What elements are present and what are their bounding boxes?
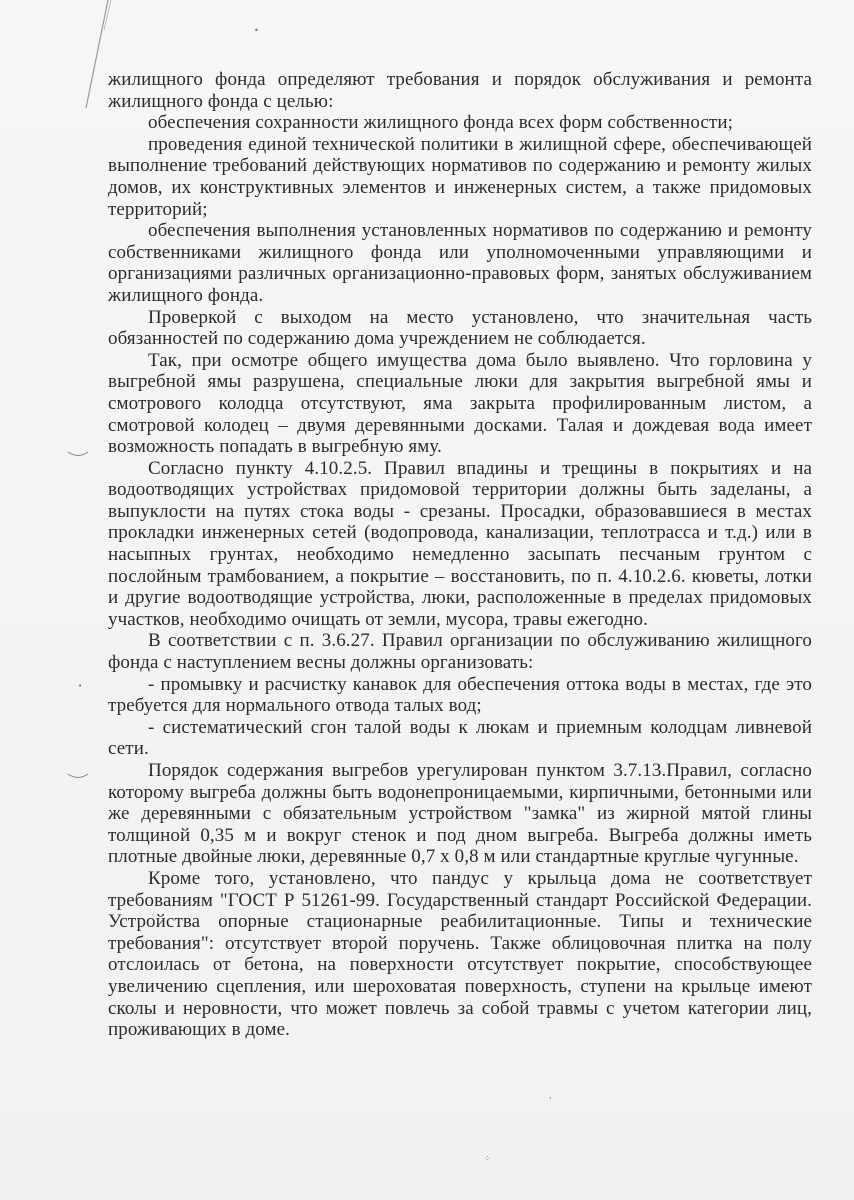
paragraph: обеспечения выполнения установленных нормативов по содержанию и ремонту собственниками жилищного фонда или уполномоченными управляющими и организациями различных организационно-правовых форм, занятых обслуживанием жилищного фонда.: [108, 220, 812, 306]
scan-speck: ʹ: [549, 1097, 552, 1107]
document-body: [108, 69, 812, 1041]
punch-hole-mark: [66, 771, 90, 781]
paragraph: - промывку и расчистку канавок для обеспечения оттока воды в местах, где это требуется для нормального отвода талых вод;: [108, 673, 812, 717]
scan-speck: ⁘: [484, 1154, 491, 1163]
paragraph: - систематический сгон талой воды к люкам и приемным колодцам ливневой сети.: [108, 716, 812, 760]
paragraph: проведения единой технической политики в жилищной сфере, обеспечивающей выполнение требований действующих нормативов по содержанию и ремонту жилых домов, их конструктивных элементов и инженерных систем, а также придомовых территорий;: [108, 133, 812, 220]
punch-hole-mark: [66, 449, 90, 459]
paragraph: Порядок содержания выгребов урегулирован пунктом 3.7.13.Правил, согласно которому выгреба должны быть водонепроницаемыми, кирпичными, бетонными или же деревянными с обязательным устройством "замка" из жирной мятой глины толщиной 0,35 м и вокруг стенок и под дном выгреба. Выгреба должны иметь плотные двойные люки, деревянные 0,7 х 0,8 м или стандартные круглые чугунные.: [108, 760, 812, 868]
scan-speck: •: [78, 682, 83, 690]
paragraph: Проверкой с выходом на место установлено, что значительная часть обязанностей по содержанию дома учреждением не соблюдается.: [108, 306, 812, 350]
paragraph: В соответствии с п. 3.6.27. Правил организации по обслуживанию жилищного фонда с наступлением весны должны организовать:: [108, 630, 812, 674]
paragraph: обеспечения сохранности жилищного фонда всех форм собственности;: [148, 112, 733, 134]
scan-speck: •: [254, 26, 259, 35]
paragraph: Кроме того, установлено, что пандус у крыльца дома не соответствует требованиям "ГОСТ Р 51261-99. Государственный стандарт Российской Федерации. Устройства опорные стационарные реабилитационные. Типы и технические требования": отсутствует второй поручень. Также облицовочная плитка на полу отслоилась от бетона, на поверхности отсутствует покрытие, способствующее увеличению сцепления, или шероховатая поверхность, ступени на крыльце имеют сколы и неровности, что может повлечь за собой травмы с учетом категории лиц, проживающих в доме.: [108, 867, 812, 1041]
paragraph: жилищного фонда определяют требования и порядок обслуживания и ремонта жилищного фонда с целью:: [108, 69, 812, 112]
paragraph: Согласно пункту 4.10.2.5. Правил впадины и трещины в покрытиях и на водоотводящих устройствах придомовой территории должны быть заделаны, а выпуклости на путях стока воды - срезаны. Просадки, образовавшиеся в местах прокладки инженерных сетей (водопровода, канализации, теплотрасса и т.д.) или в насыпных грунтах, необходимо немедленно засыпать песчаным грунтом с послойным трамбованием, а покрытие – восстановить, по п. 4.10.2.6. кюветы, лотки и другие водоотводящие устройства, люки, расположенные в пределах придомовых участков, необходимо очищать от земли, мусора, травы ежегодно.: [108, 457, 812, 630]
paragraph: Так, при осмотре общего имущества дома было выявлено. Что горловина у выгребной ямы разрушена, специальные люки для закрытия выгребной ямы и смотрового колодца отсутствуют, яма закрыта профилированным листом, а смотровой колодец – двумя деревянными досками. Талая и дождевая вода имеет возможность попадать в выгребную яму.: [108, 349, 812, 458]
